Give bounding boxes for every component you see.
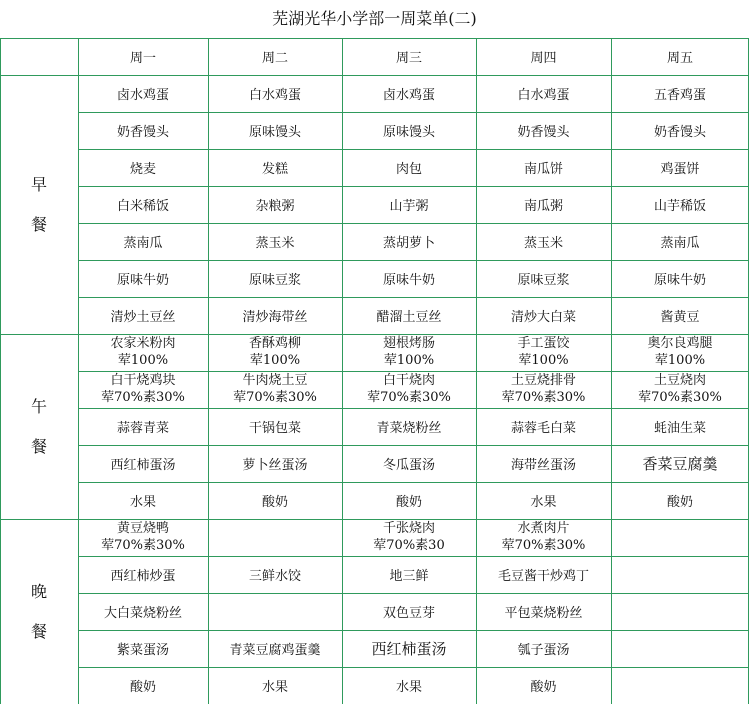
menu-cell: [611, 519, 749, 556]
menu-cell: 平包菜烧粉丝: [504, 606, 583, 621]
menu-cell: [611, 371, 749, 408]
menu-cell: 蒸胡萝卜: [382, 236, 435, 251]
menu-cell: [476, 519, 611, 556]
menu-cell: 青菜豆腐鸡蛋羹: [229, 643, 321, 658]
menu-cell: 卤水鸡蛋: [382, 88, 435, 103]
menu-cell: 酸奶: [530, 680, 557, 695]
menu-cell: 清炒大白菜: [510, 310, 576, 325]
dish-ratio: 荤70%素30%: [501, 538, 586, 553]
dish-ratio: 荤100%: [654, 353, 706, 368]
menu-cell: 香菜豆腐羹: [642, 455, 718, 473]
menu-cell: [342, 519, 476, 556]
meal-label-char: 晚: [30, 581, 47, 601]
dish-ratio: 荤70%素30%: [233, 390, 317, 405]
menu-cell: 白水鸡蛋: [248, 88, 301, 103]
menu-cell: 南瓜饼: [523, 162, 563, 177]
meal-label: [0, 75, 78, 334]
menu-cell: 奶香馒头: [116, 125, 169, 140]
menu-cell: [208, 593, 342, 630]
menu-cell: 南瓜粥: [523, 199, 563, 214]
menu-cell: 地三鲜: [389, 569, 429, 584]
dish-name: 香酥鸡柳: [248, 336, 301, 351]
menu-cell: [342, 371, 476, 408]
menu-cell: 西红柿炒蛋: [110, 569, 176, 584]
meal-label: [0, 519, 78, 704]
meal-label-char: 餐: [30, 436, 47, 456]
menu-cell: 水果: [395, 680, 422, 695]
meal-label-char: 早: [30, 174, 47, 194]
menu-cell: [611, 556, 749, 593]
menu-cell: 发糕: [261, 162, 288, 177]
dish-name: 牛肉烧土豆: [242, 373, 308, 388]
dish-name: 奥尔良鸡腿: [647, 336, 713, 351]
menu-cell: [78, 371, 208, 408]
menu-cell: 水果: [261, 680, 288, 695]
menu-title: 芜湖光华小学部一周菜单(二): [0, 0, 749, 39]
menu-cell: [611, 593, 749, 630]
menu-cell: 蒸玉米: [255, 236, 295, 251]
menu-cell: 冬瓜蛋汤: [382, 458, 435, 473]
dish-name: 农家米粉肉: [110, 336, 176, 351]
menu-cell: 清炒土豆丝: [110, 310, 176, 325]
menu-cell: 鸡蛋饼: [660, 162, 700, 177]
menu-cell: 原味馒头: [382, 125, 435, 140]
menu-cell: [208, 519, 342, 556]
menu-cell: 原味牛奶: [653, 273, 706, 288]
menu-cell: [78, 334, 208, 371]
menu-cell: 白米稀饭: [116, 199, 169, 214]
menu-cell: 酱黄豆: [660, 310, 700, 325]
menu-cell: 肉包: [395, 162, 422, 177]
menu-cell: [208, 334, 342, 371]
menu-cell: 蒸南瓜: [660, 236, 700, 251]
menu-cell: 原味豆浆: [248, 273, 301, 288]
dish-ratio: 荤100%: [117, 353, 169, 368]
meal-label-char: 餐: [30, 214, 47, 234]
menu-cell: 白水鸡蛋: [517, 88, 570, 103]
menu-cell: 烧麦: [129, 162, 156, 177]
menu-cell: 清炒海带丝: [242, 310, 308, 325]
dish-name: 翅根烤肠: [382, 336, 435, 351]
menu-cell: [611, 667, 749, 704]
menu-cell: [342, 334, 476, 371]
dish-name: 土豆烧肉: [653, 373, 706, 388]
menu-cell: 紫菜蛋汤: [116, 643, 169, 658]
dish-name: 土豆烧排骨: [510, 373, 576, 388]
menu-cell: 蒜蓉毛白菜: [510, 421, 576, 436]
day-header: 周一: [129, 51, 156, 66]
menu-cell: 蒸南瓜: [123, 236, 163, 251]
dish-ratio: 荤70%素30: [373, 538, 445, 553]
menu-cell: 大白菜烧粉丝: [103, 606, 182, 621]
menu-cell: 杂粮粥: [255, 199, 295, 214]
menu-cell: 酸奶: [666, 495, 693, 510]
dish-name: 黄豆烧鸭: [116, 521, 169, 536]
menu-cell: 蒜蓉青菜: [116, 421, 169, 436]
day-header: 周三: [395, 51, 422, 66]
dish-name: 白干烧肉: [382, 373, 435, 388]
dish-ratio: 荤100%: [383, 353, 435, 368]
dish-ratio: 荤70%素30%: [101, 390, 185, 405]
menu-cell: 蚝油生菜: [653, 421, 706, 436]
menu-cell: [476, 371, 611, 408]
day-header: 周五: [666, 51, 693, 66]
menu-cell: 萝卜丝蛋汤: [242, 458, 308, 473]
meal-label-char: 午: [30, 396, 47, 416]
menu-cell: [208, 371, 342, 408]
menu-cell: 原味牛奶: [382, 273, 435, 288]
menu-cell: 原味豆浆: [517, 273, 570, 288]
dish-ratio: 荤70%素30%: [501, 390, 586, 405]
menu-cell: 海带丝蛋汤: [510, 458, 576, 473]
dish-ratio: 荤70%素30%: [367, 390, 451, 405]
menu-cell: 水果: [530, 495, 557, 510]
dish-ratio: 荤70%素30%: [638, 390, 722, 405]
menu-cell: 酸奶: [395, 495, 422, 510]
menu-cell: 双色豆芽: [382, 606, 435, 621]
menu-cell: [611, 630, 749, 667]
menu-cell: 酸奶: [129, 680, 156, 695]
day-header: 周四: [530, 51, 557, 66]
menu-cell: 瓠子蛋汤: [517, 643, 570, 658]
menu-cell: 干锅包菜: [248, 421, 301, 436]
dish-name: 手工蛋饺: [517, 336, 570, 351]
dish-ratio: 荤100%: [249, 353, 301, 368]
menu-cell: 五香鸡蛋: [653, 88, 706, 103]
menu-cell: [78, 519, 208, 556]
dish-ratio: 荤70%素30%: [101, 538, 185, 553]
menu-cell: 水果: [129, 495, 156, 510]
dish-ratio: 荤100%: [518, 353, 569, 368]
menu-cell: 蒸玉米: [523, 236, 563, 251]
dish-name: 白干烧鸡块: [110, 373, 176, 388]
menu-cell: 酸奶: [261, 495, 288, 510]
meal-label-char: 餐: [30, 621, 47, 641]
menu-cell: 原味牛奶: [116, 273, 169, 288]
menu-cell: 卤水鸡蛋: [116, 88, 169, 103]
menu-cell: 山芋稀饭: [653, 199, 706, 214]
menu-cell: 三鲜水饺: [248, 569, 301, 584]
menu-cell: 西红柿蛋汤: [371, 640, 447, 658]
dish-name: 千张烧肉: [382, 521, 435, 536]
menu-cell: 毛豆酱干炒鸡丁: [497, 569, 589, 584]
menu-cell: 醋溜土豆丝: [376, 310, 442, 325]
menu-cell: 西红柿蛋汤: [110, 458, 176, 473]
menu-cell: 青菜烧粉丝: [376, 421, 442, 436]
menu-cell: 奶香馒头: [517, 125, 570, 140]
menu-cell: 山芋粥: [389, 199, 429, 214]
menu-cell: [476, 334, 611, 371]
day-header: 周二: [261, 51, 288, 66]
menu-cell: 奶香馒头: [653, 125, 706, 140]
menu-cell: 原味馒头: [248, 125, 301, 140]
menu-cell: [611, 334, 749, 371]
dish-name: 水煮肉片: [517, 521, 570, 536]
meal-label: [0, 334, 78, 519]
